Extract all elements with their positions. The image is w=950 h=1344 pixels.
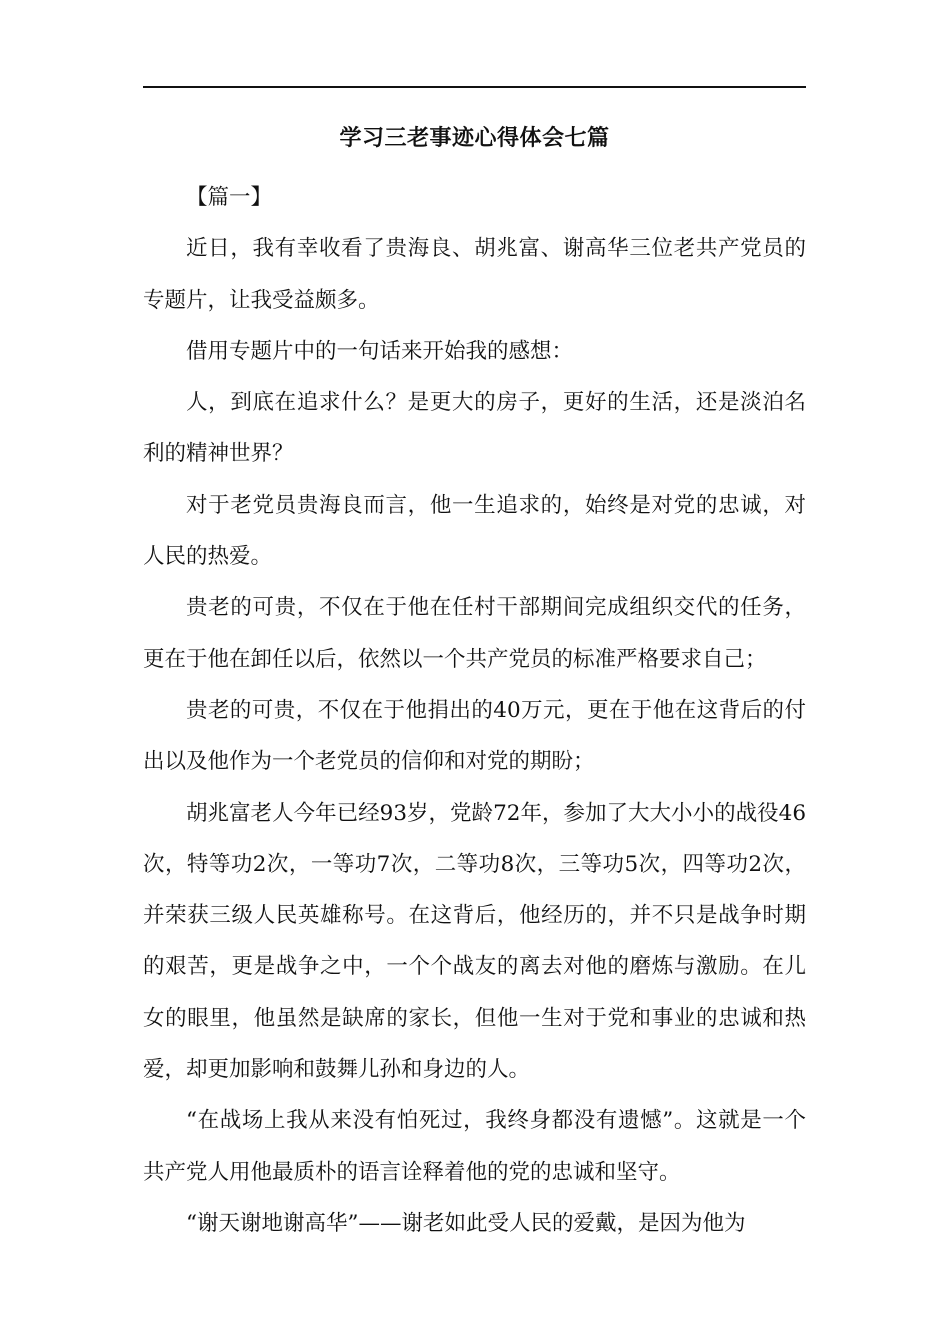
paragraph-6: 贵老的可贵，不仅在于他捐出的40万元，更在于他在这背后的付出以及他作为一个老党员的信仰和对党的期盼； [143, 697, 806, 775]
paragraph-1: 近日，我有幸收看了贵海良、胡兆富、谢高华三位老共产党员的专题片，让我受益颇多。 [143, 236, 806, 313]
paragraph-5: 贵老的可贵，不仅在于他在任村干部期间完成组织交代的任务，更在于他在卸任以后，依然以一个共产党员的标准严格要求自己； [143, 595, 806, 672]
paragraph-9: “谢天谢地谢高华”——谢老如此受人民的爱戴，是因为他为 [186, 1210, 746, 1236]
paragraph-3: 人，到底在追求什么？是更大的房子，更好的生活，还是淡泊名利的精神世界？ [143, 390, 806, 467]
paragraph-7: 胡兆富老人今年已经93岁，党龄72年，参加了大大小小的战役46次，特等功2次，一等功7次，二等功8次，三等功5次，四等功2次，并荣获三级人民英雄称号。在这背后，他经历的，并不只是战争时期的艰苦，更是战争之中，一个个战友的离去对他的磨炼与激励。在儿女的眼里，他虽然是缺席的家长，但他一生对于党和事业的忠诚和热爱，却更加影响和鼓舞儿孙和身边的人。 [143, 800, 806, 1083]
document-body [143, 172, 806, 1249]
paragraph-2: 借用专题片中的一句话来开始我的感想： [186, 338, 574, 364]
section-label: 【篇一】 [186, 185, 273, 210]
header-rule [143, 86, 806, 88]
paragraph-4: 对于老党员贵海良而言，他一生追求的，始终是对党的忠诚，对人民的热爱。 [143, 492, 806, 570]
document-title: 学习三老事迹心得体会七篇 [339, 125, 610, 151]
paragraph-8: “在战场上我从来没有怕死过，我终身都没有遗憾”。这就是一个共产党人用他最质朴的语言诠释着他的党的忠诚和坚守。 [143, 1108, 806, 1185]
